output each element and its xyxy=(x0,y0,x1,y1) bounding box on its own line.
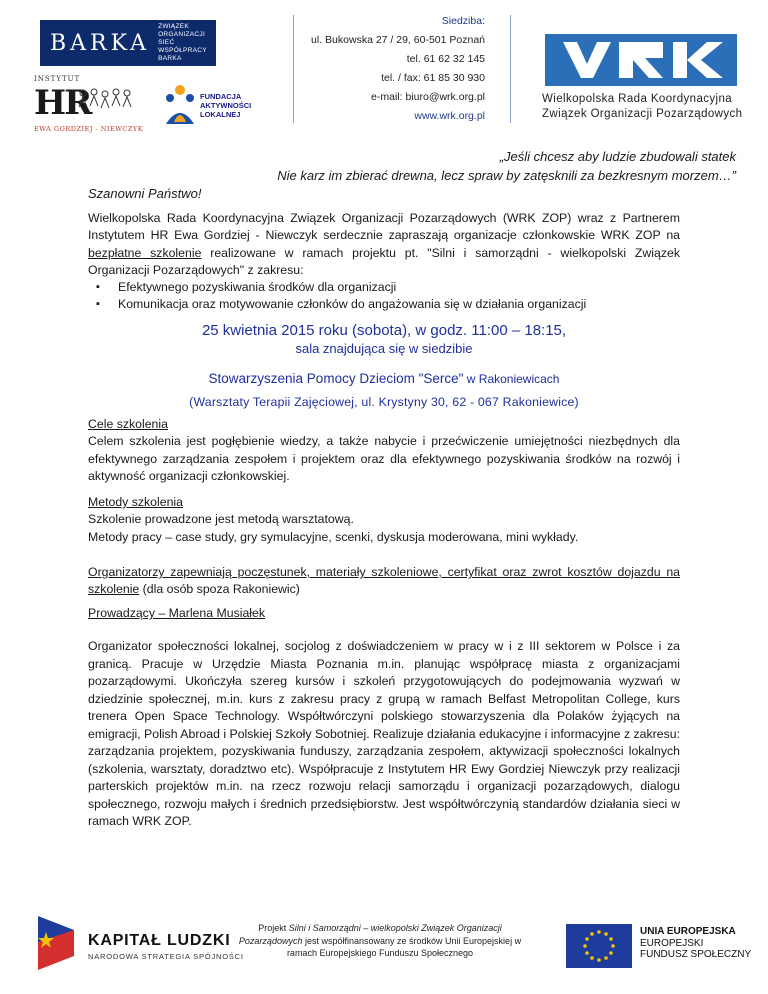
wrk-logo-mark-icon xyxy=(545,34,737,86)
fundacja-aktywnosci-lokalnej-logo: FUNDACJA AKTYWNOŚCI LOKALNEJ xyxy=(162,84,262,134)
seat-fax: tel. / fax: 61 85 30 930 xyxy=(381,72,485,84)
instytut-hr-logo: INSTYTUT HR EWA GORDZIEJ - NIEWCZYK xyxy=(34,75,144,133)
event-date: 25 kwietnia 2015 roku (sobota), w godz. 11:00 – 18:15, xyxy=(201,322,567,339)
kapital-ludzki-flag-icon xyxy=(34,912,78,974)
header-divider xyxy=(293,15,294,123)
free-training-highlight: bezpłatne szkolenie xyxy=(88,245,202,260)
event-address: (Warsztaty Terapii Zajęciowej, ul. Krystyny 30, 62 - 067 Rakoniewice) xyxy=(189,395,579,409)
seat-tel: tel. 61 62 32 145 xyxy=(406,53,485,65)
organizers-note: Organizatorzy zapewniają poczęstunek, materiały szkoleniowe, certyfikat oraz zwrot kosztów dojazdu na szkolenie (dla osób spoza Rakoniewic) xyxy=(88,565,680,597)
kapital-ludzki-title: KAPITAŁ LUDZKI xyxy=(88,932,231,949)
salutation: Szanowni Państwo! xyxy=(88,186,202,201)
seat-email[interactable]: e-mail: biuro@wrk.org.pl xyxy=(371,91,485,103)
fal-people-icon xyxy=(162,84,198,128)
eu-flag-icon xyxy=(566,924,632,968)
motto-quote: „Jeśli chcesz aby ludzie zbudowali statek Nie karz im zbierać drewna, lecz spraw by zatęsknili za bezkresnym morzem…” xyxy=(277,149,736,183)
eu-label: UNIA EUROPEJSKA EUROPEJSKI FUNDUSZ SPOŁECZNY xyxy=(640,926,752,960)
event-place: sala znajdująca się w siedzibie xyxy=(295,341,473,356)
methods-heading: Metody szkolenia xyxy=(88,495,184,509)
people-group-icon xyxy=(78,87,136,121)
wrk-name: Wielkopolska Rada Koordynacyjna Związek Organizacji Pozarządowych xyxy=(542,93,743,120)
list-item: ▪ Efektywnego pozyskiwania środków dla organizacji xyxy=(118,279,680,296)
list-item: ▪ Komunikacja oraz motywowanie członków do angażowania się w działania organizacji xyxy=(118,296,680,313)
goals-text: Celem szkolenia jest pogłębienie wiedzy, a także nabycie i przećwiczenie umiejętności niezbędnych dla efektywnego zarządzania zespołem i projektem oraz dla efektywnego pozyskiwania środków na rozwój i aktywność organizacji członkowskiej. xyxy=(88,434,680,483)
goals-section xyxy=(88,416,680,485)
goals-heading: Cele szkolenia xyxy=(88,417,168,431)
seat-street: ul. Bukowska 27 / 29, 60-501 Poznań xyxy=(311,34,485,46)
kapital-ludzki-subtitle: NARODOWA STRATEGIA SPÓJNOŚCI xyxy=(88,952,244,961)
header-divider-2 xyxy=(510,15,511,123)
barka-logo: BARKA ZWIĄZEK ORGANIZACJI SIEĆ WSPÓŁPRACY BARKA xyxy=(40,20,216,66)
seat-label: Siedziba: xyxy=(441,15,485,27)
barka-logo-word: BARKA xyxy=(50,30,151,56)
topics-list xyxy=(88,279,680,314)
trainer-bio: Organizator społeczności lokalnej, socjolog z doświadczeniem w pracy w i z III sektorem w Polsce i za granicą. Pracuje w Urzędzie Miasta Poznania m.in. planując współpracę miasta z organizacjami pozarządowymi. Ukończyła szereg kursów i szkoleń przygotowujących do podejmowania wyzwań w dziedzinie społecznej, m.in. kurs z zakresu pracy z grupą w ramach Belfast Metropolitan College, kurs trenera Open Space Technology. Współtwórczyni polskiego stowarzyszenia dla Polaków żyjących na emigracji, Polish Abroad i Polskiej Szkoły Sobotniej. Realizuje działania edukacyjne i informacyjne z zakresu: zarządzania projektem, pozyskiwania funduszy, zarządzania zespołem, aktywizacji społeczności lokalnych (szkolenia, warsztaty, doradztwo etc). Współpracuje z Instytutem HR Ewy Gordziej Niewczyk przy realizacji parterskich projektów m.in. na rzecz rozwoju relacji samorządu i organizacji pozarządowych, dialogu społecznego, rozwoju małych i średnich przedsiębiorstw. Jest współtwórczynią standardów działania sieci w ramach WRK ZOP. xyxy=(88,639,680,828)
wrk-logo xyxy=(545,34,737,86)
intro-paragraph: Wielkopolska Rada Koordynacyjna Związek Organizacji Pozarządowych (WRK ZOP) wraz z Partnerem Instytutem HR Ewa Gordziej - Niewczyk serdecznie zapraszają organizacje członkowskie WRK ZOP na bezpłatne szkolenie realizowane w ramach projektu pt. "Silni i samorządni - wielkopolski Związek Organizacji Pozarządowych" z zakresu: ▪ Efektywnego pozyskiwania środków dla organizacji ▪ Komunikacja oraz motywowanie członków do angażowania się w działania organizacji xyxy=(88,210,680,314)
project-funding-note: Projekt Silni i Samorządni – wielkopolski Związek Organizacji Pozarządowych jest współfinansowany ze środków Unii Europejskiej w ramach Europejskiego Funduszu Społecznego xyxy=(238,923,522,958)
seat-website[interactable]: www.wrk.org.pl xyxy=(414,110,485,122)
event-organization: Stowarzyszenia Pomocy Dzieciom "Serce" w Rakoniewicach xyxy=(208,371,560,386)
trainer-heading: Prowadzący – Marlena Musiałek xyxy=(88,606,266,620)
methods-section: Metody szkolenia Szkolenie prowadzone jest metodą warsztatową. Metody pracy – case study, gry symulacyjne, scenki, dyskusja moderowana, mini wykłady. xyxy=(88,494,680,546)
contact-block xyxy=(300,12,485,126)
